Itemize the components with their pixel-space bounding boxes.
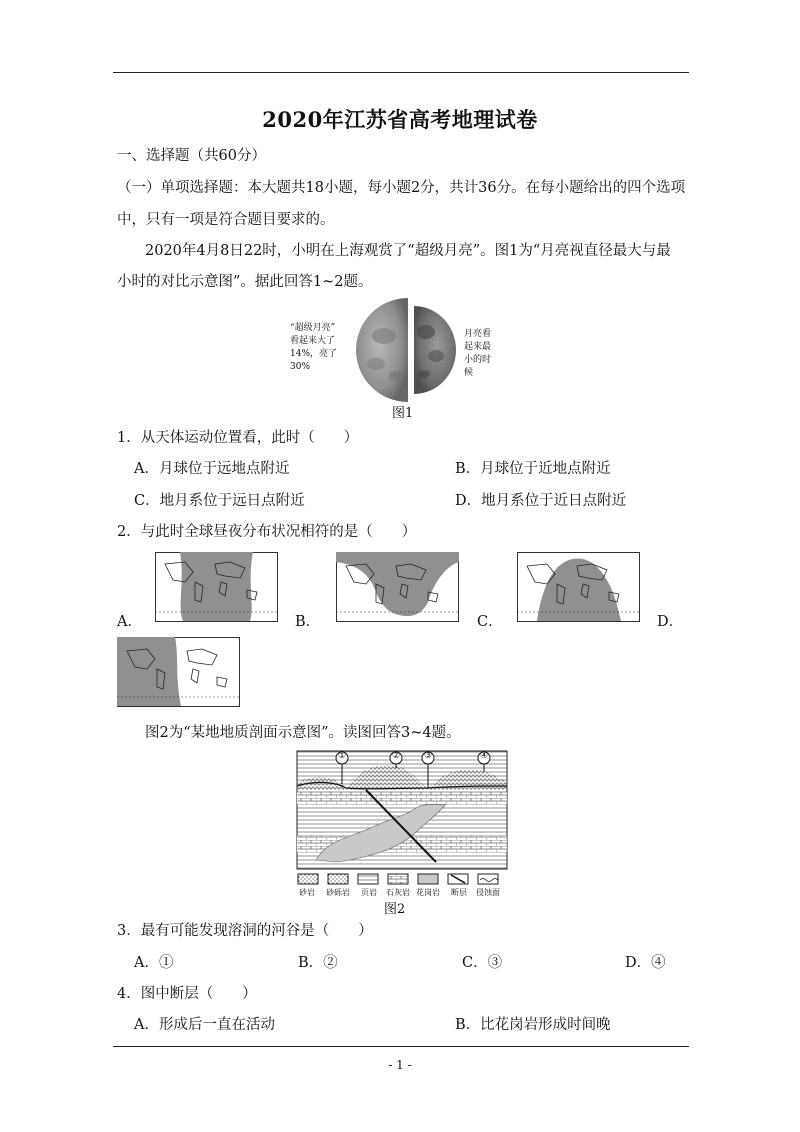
section-heading: 一、选择题（共60分）: [117, 148, 266, 164]
fig1-left-text-4: 30%: [290, 362, 311, 372]
figure-2-geology: [296, 750, 508, 900]
q1-option-d[interactable]: D．地月系位于近日点附近: [455, 493, 627, 509]
legend-erosion-surface: 侵蚀面: [476, 888, 500, 897]
q3-stem: 3．最有可能发现溶洞的河谷是（ ）: [117, 923, 373, 939]
q2-stem: 2．与此时全球昼夜分布状况相符的是（ ）: [117, 524, 417, 540]
figure-1-moon: [290, 296, 506, 404]
passage2: 图2为“某地地质剖面示意图”。读图回答3~4题。: [145, 725, 461, 741]
legend-conglomerate: 砂砾岩: [326, 888, 350, 897]
q2-option-c[interactable]: C．: [477, 614, 503, 630]
fig1-right-text-2: 起来最: [464, 342, 492, 352]
fig1-right-text-1: 月亮看: [464, 329, 492, 339]
fig1-left-text-3: 14%，亮了: [290, 349, 338, 359]
q4-option-b[interactable]: B．比花岗岩形成时间晚: [455, 1017, 611, 1033]
q4-option-a[interactable]: A．形成后一直在活动: [134, 1017, 275, 1033]
marker-4: ④: [480, 751, 489, 761]
q3-option-a[interactable]: A．①: [134, 955, 174, 971]
q1-stem: 1．从天体运动位置看，此时（ ）: [117, 430, 359, 446]
q4-stem: 4．图中断层（ ）: [117, 986, 257, 1002]
marker-1: ①: [338, 751, 347, 761]
q3-option-d[interactable]: D．④: [625, 955, 666, 971]
q2-option-a[interactable]: A．: [117, 614, 142, 630]
fig1-right-text-4: 候: [464, 368, 474, 378]
q2-option-b[interactable]: B．: [295, 614, 321, 630]
page-number: - 1 -: [388, 1058, 412, 1072]
figure-1-caption: 图1: [392, 406, 414, 421]
marker-3: ③: [424, 751, 433, 761]
legend-fault: 断层: [451, 888, 467, 897]
fig1-left-text-1: “超级月亮”: [290, 323, 336, 333]
fig1-right-text-3: 小的时: [464, 355, 492, 365]
passage1-line-1: 2020年4月8日22时，小明在上海观赏了“超级月亮”。图1为“月亮视直径最大与最: [145, 243, 671, 259]
geology-section-svg: [296, 750, 508, 900]
q1-option-a[interactable]: A．月球位于远地点附近: [134, 461, 290, 477]
passage1-line-2: 小时的对比示意图”。据此回答1~2题。: [117, 274, 373, 290]
day-night-map-b: [336, 552, 459, 622]
q1-option-b[interactable]: B．月球位于近地点附近: [455, 461, 611, 477]
q2-option-d[interactable]: D．: [657, 614, 684, 630]
q2-map-d[interactable]: [117, 637, 240, 707]
legend-sandstone: 砂岩: [299, 888, 315, 897]
top-rule: [113, 72, 689, 73]
marker-2: ②: [392, 751, 401, 761]
fig1-left-text-2: 看起来大了: [290, 336, 336, 346]
page-title: 2020年江苏省高考地理试卷: [262, 107, 538, 132]
q2-map-c[interactable]: [517, 552, 640, 622]
q3-option-c[interactable]: C．③: [462, 955, 503, 971]
q2-map-b[interactable]: [336, 552, 459, 622]
q1-option-c[interactable]: C．地月系位于远日点附近: [134, 493, 305, 509]
intro-line-2: 中，只有一项是符合题目要求的。: [117, 212, 335, 228]
bottom-rule: [113, 1046, 689, 1047]
figure-2-caption: 图2: [384, 902, 406, 917]
legend-granite: 花岗岩: [416, 888, 440, 897]
intro-line-1: （一）单项选择题：本大题共18小题，每小题2分，共计36分。在每小题给出的四个选项: [117, 180, 686, 196]
legend-limestone: 石灰岩: [386, 888, 410, 897]
day-night-map-a: [155, 552, 278, 622]
q2-map-a[interactable]: [155, 552, 278, 622]
legend-swatches: [298, 874, 498, 884]
day-night-map-d: [117, 637, 240, 707]
legend-shale: 页岩: [361, 888, 377, 897]
q3-option-b[interactable]: B．②: [298, 955, 338, 971]
day-night-map-c: [517, 552, 640, 622]
